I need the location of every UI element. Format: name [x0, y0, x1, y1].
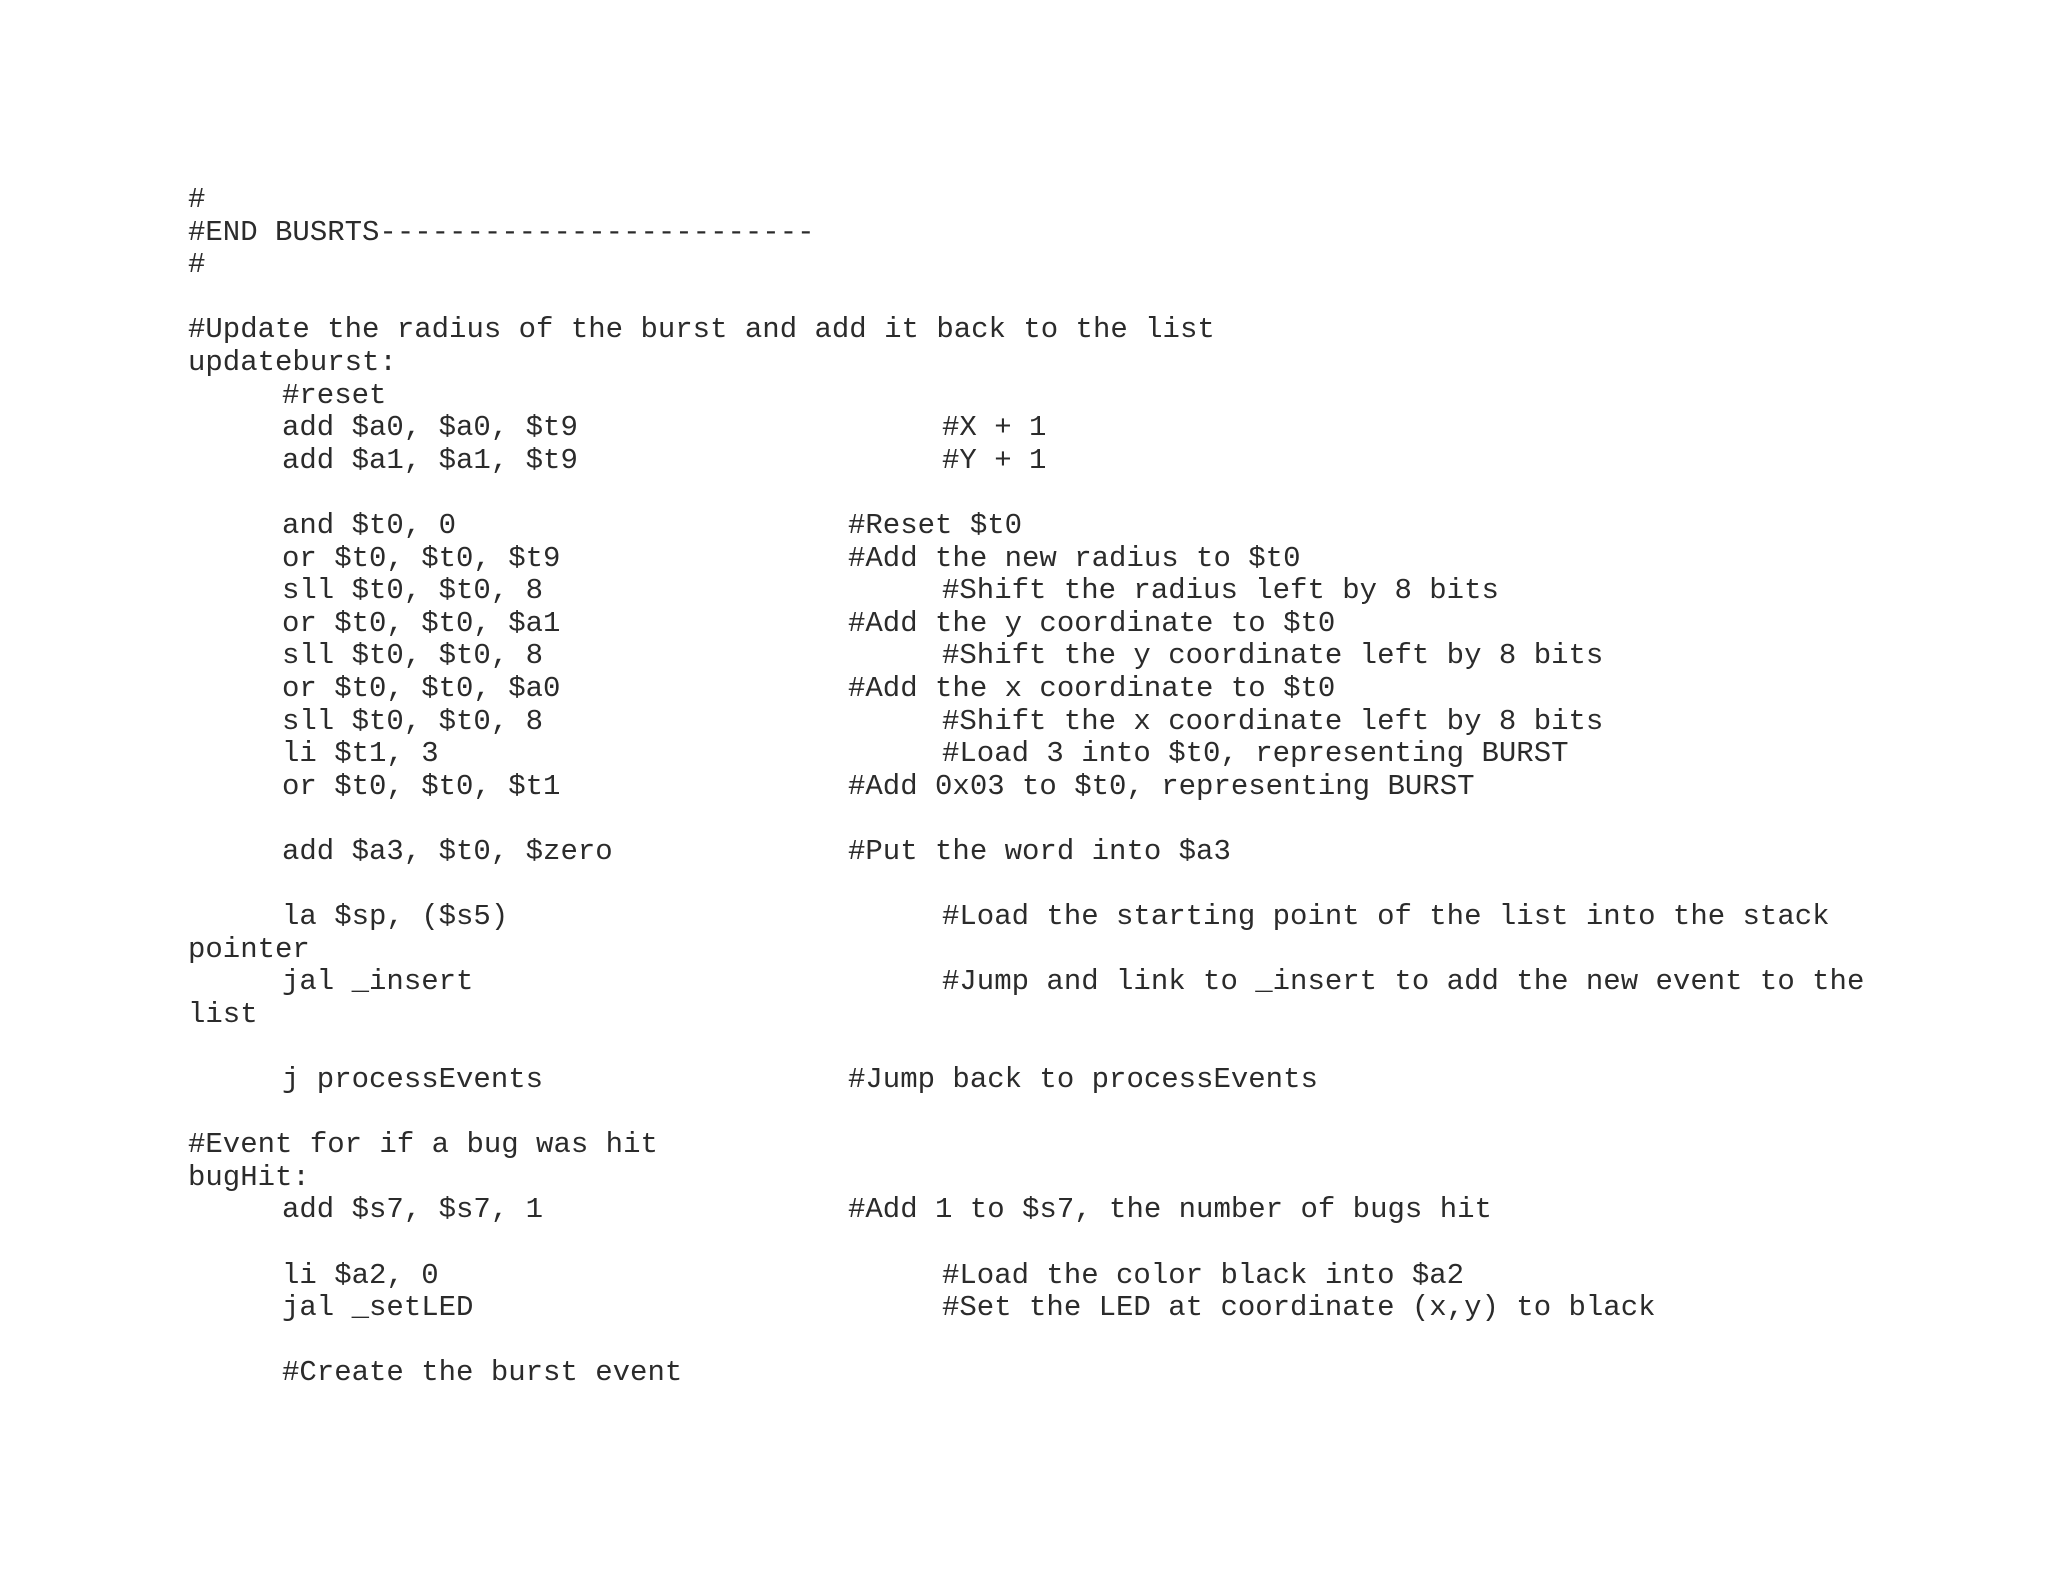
code-line — [188, 1227, 2008, 1260]
code-line — [188, 510, 2008, 543]
code-line — [188, 347, 2008, 380]
code-line — [188, 445, 2008, 478]
code-line — [188, 249, 2008, 282]
code-line — [188, 771, 2008, 804]
code-text: add $a1, $a1, $t9 — [282, 443, 578, 477]
code-line — [188, 901, 2008, 934]
code-comment: #Jump and link to _insert to add the new event to the — [942, 965, 1865, 999]
code-text: #END BUSRTS------------------------- — [188, 215, 815, 249]
code-comment: #Add the x coordinate to $t0 — [848, 671, 1336, 705]
code-text: jal _insert — [282, 965, 474, 999]
code-text: add $a3, $t0, $zero — [282, 834, 613, 868]
code-text: li $a2, 0 — [282, 1258, 439, 1292]
code-comment: #Add the y coordinate to $t0 — [848, 606, 1336, 640]
code-line — [188, 868, 2008, 901]
code-text: and $t0, 0 — [282, 508, 457, 542]
code-line — [188, 738, 2008, 771]
code-line — [188, 477, 2008, 510]
code-text: # — [188, 248, 206, 282]
code-text: #reset — [282, 378, 387, 412]
code-comment: #Set the LED at coordinate (x,y) to black — [942, 1291, 1656, 1325]
code-line — [188, 640, 2008, 673]
code-line — [188, 1260, 2008, 1293]
code-line — [188, 836, 2008, 869]
code-line — [188, 380, 2008, 413]
code-line — [188, 1129, 2008, 1162]
code-line — [188, 966, 2008, 999]
code-line — [188, 1357, 2008, 1390]
code-text: la $sp, ($s5) — [282, 900, 509, 934]
code-text: sll $t0, $t0, 8 — [282, 574, 544, 608]
code-line — [188, 999, 2008, 1032]
code-comment: #Shift the radius left by 8 bits — [942, 574, 1499, 608]
code-line — [188, 803, 2008, 836]
code-comment: #Jump back to processEvents — [848, 1063, 1318, 1097]
code-comment: #Load the starting point of the list into the stack — [942, 900, 1830, 934]
code-text: bugHit: — [188, 1160, 310, 1194]
code-line — [188, 1292, 2008, 1325]
code-line — [188, 282, 2008, 315]
code-comment: #Shift the y coordinate left by 8 bits — [942, 639, 1604, 673]
code-comment: #Add the new radius to $t0 — [848, 541, 1301, 575]
code-listing — [188, 184, 2008, 1390]
code-text: #Create the burst event — [282, 1356, 683, 1390]
code-line — [188, 543, 2008, 576]
code-text: updateburst: — [188, 345, 397, 379]
code-comment: #Reset $t0 — [848, 508, 1023, 542]
code-text: or $t0, $t0, $a1 — [282, 606, 561, 640]
code-line — [188, 217, 2008, 250]
code-line — [188, 1162, 2008, 1195]
code-text: list — [188, 997, 258, 1031]
code-text: add $a0, $a0, $t9 — [282, 411, 578, 445]
code-line — [188, 1097, 2008, 1130]
code-line — [188, 673, 2008, 706]
code-text: pointer — [188, 932, 310, 966]
code-text: sll $t0, $t0, 8 — [282, 704, 544, 738]
code-text: or $t0, $t0, $t9 — [282, 541, 561, 575]
code-text: or $t0, $t0, $a0 — [282, 671, 561, 705]
code-text: li $t1, 3 — [282, 737, 439, 771]
code-line — [188, 1194, 2008, 1227]
code-text: jal _setLED — [282, 1291, 474, 1325]
code-line — [188, 608, 2008, 641]
code-text: # — [188, 183, 206, 216]
code-line — [188, 1325, 2008, 1358]
code-text: j processEvents — [282, 1063, 544, 1097]
code-text: add $s7, $s7, 1 — [282, 1193, 544, 1227]
code-comment: #Shift the x coordinate left by 8 bits — [942, 704, 1604, 738]
code-line — [188, 706, 2008, 739]
code-line — [188, 412, 2008, 445]
code-comment: #Load the color black into $a2 — [942, 1258, 1465, 1292]
code-line — [188, 575, 2008, 608]
code-line — [188, 184, 2008, 217]
code-comment: #Put the word into $a3 — [848, 834, 1231, 868]
code-text: sll $t0, $t0, 8 — [282, 639, 544, 673]
code-line — [188, 934, 2008, 967]
code-comment: #Load 3 into $t0, representing BURST — [942, 737, 1569, 771]
code-line — [188, 1064, 2008, 1097]
code-line — [188, 314, 2008, 347]
code-text: or $t0, $t0, $t1 — [282, 769, 561, 803]
code-text: #Event for if a bug was hit — [188, 1128, 658, 1162]
code-line — [188, 1031, 2008, 1064]
code-comment: #Y + 1 — [942, 443, 1047, 477]
code-comment: #Add 0x03 to $t0, representing BURST — [848, 769, 1475, 803]
code-comment: #X + 1 — [942, 411, 1047, 445]
code-comment: #Add 1 to $s7, the number of bugs hit — [848, 1193, 1492, 1227]
code-text: #Update the radius of the burst and add it back to the list — [188, 313, 1215, 347]
